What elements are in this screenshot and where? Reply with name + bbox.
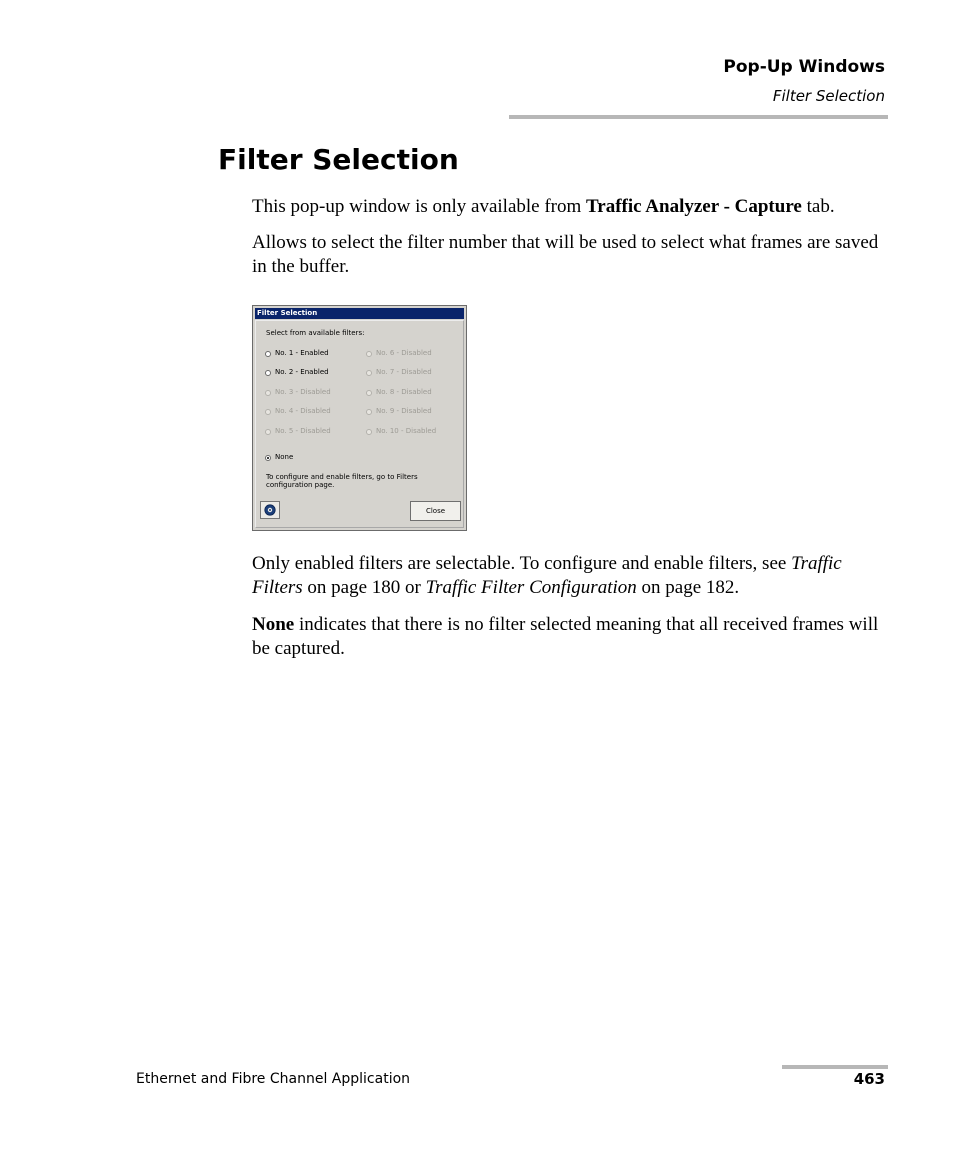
header-rule <box>509 115 888 119</box>
filter-label: No. 5 - Disabled <box>275 427 331 435</box>
radio-icon <box>265 429 271 435</box>
radio-icon <box>366 370 372 376</box>
filter-label: No. 9 - Disabled <box>376 407 432 415</box>
help-button[interactable] <box>260 501 280 519</box>
filter-label: None <box>275 453 294 461</box>
filter-radio-1[interactable] <box>265 349 329 358</box>
filter-radio-8 <box>366 388 432 397</box>
filter-radio-5 <box>265 427 331 436</box>
filter-label: No. 1 - Enabled <box>275 349 329 357</box>
filter-radio-10 <box>366 427 436 436</box>
filter-radio-3 <box>265 388 331 397</box>
radio-icon <box>265 409 271 415</box>
dialog-titlebar: Filter Selection <box>255 308 464 319</box>
none-option-paragraph <box>252 613 882 661</box>
filter-label: No. 3 - Disabled <box>275 388 331 396</box>
enabled-filters-paragraph <box>252 552 882 600</box>
filter-selection-dialog <box>252 305 467 531</box>
configure-note-line1: To configure and enable filters, go to Filters <box>266 473 418 481</box>
filter-label: No. 4 - Disabled <box>275 407 331 415</box>
paragraph-text: on page 180 or <box>302 577 426 598</box>
close-button[interactable]: Close <box>410 501 461 521</box>
page-title: Filter Selection <box>218 143 459 176</box>
filter-label: No. 2 - Enabled <box>275 368 329 376</box>
footer-document-name: Ethernet and Fibre Channel Application <box>136 1071 411 1087</box>
filter-radio-6 <box>366 349 432 358</box>
radio-icon <box>265 455 271 461</box>
intro-paragraph <box>252 195 882 219</box>
intro-tab-name: Traffic Analyzer - Capture <box>586 196 802 217</box>
filter-label: No. 8 - Disabled <box>376 388 432 396</box>
filter-radio-none[interactable] <box>265 453 293 462</box>
filter-radio-7 <box>366 368 432 377</box>
traffic-filter-configuration-link[interactable]: Traffic Filter Configuration <box>425 577 637 598</box>
help-icon <box>264 504 276 516</box>
footer-page-number: 463 <box>853 1070 885 1088</box>
radio-icon <box>265 370 271 376</box>
filter-label: No. 10 - Disabled <box>376 427 437 435</box>
filter-prompt: Select from available filters: <box>266 329 365 337</box>
radio-icon <box>366 390 372 396</box>
none-term: None <box>252 614 295 635</box>
footer-rule <box>782 1065 888 1069</box>
running-header-subsection: Filter Selection <box>772 87 885 105</box>
paragraph-text: indicates that there is no filter selected meaning that all received frames will be captured. <box>252 614 879 659</box>
description-paragraph: Allows to select the filter number that will be used to select what frames are saved in the buffer. <box>252 232 879 277</box>
filter-radio-2[interactable] <box>265 368 329 377</box>
configure-note-line2: configuration page. <box>266 481 335 489</box>
radio-icon <box>366 351 372 357</box>
radio-icon <box>265 351 271 357</box>
filter-radio-9 <box>366 407 432 416</box>
dialog-body <box>255 320 464 528</box>
radio-icon <box>366 409 372 415</box>
running-header-section: Pop-Up Windows <box>723 57 885 77</box>
filter-label: No. 6 - Disabled <box>376 349 432 357</box>
paragraph-text: on page 182. <box>636 577 740 598</box>
intro-text: This pop-up window is only available from <box>252 196 587 217</box>
radio-icon <box>265 390 271 396</box>
filter-radio-4 <box>265 407 331 416</box>
paragraph-text: Only enabled filters are selectable. To configure and enable filters, see <box>252 553 792 574</box>
traffic-filters-link[interactable]: Traffic Filters <box>252 553 842 598</box>
filter-label: No. 7 - Disabled <box>376 368 432 376</box>
radio-icon <box>366 429 372 435</box>
intro-text-end: tab. <box>801 196 835 217</box>
